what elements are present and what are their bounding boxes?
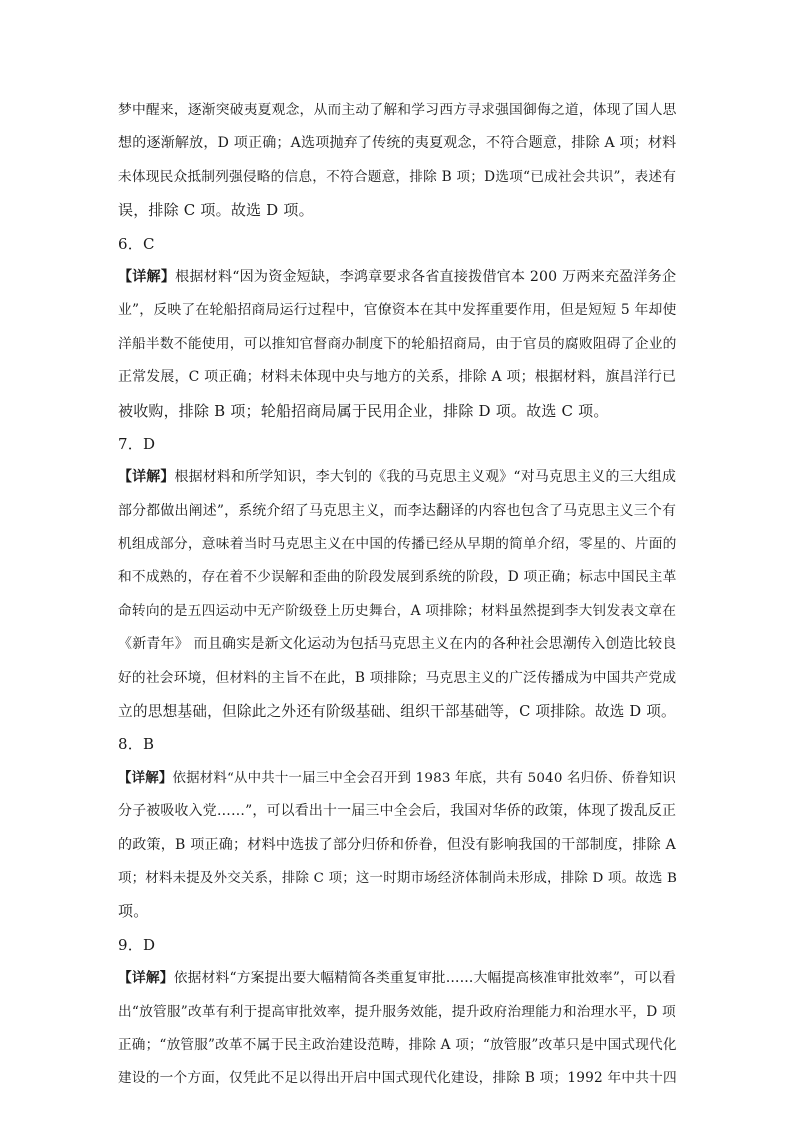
text-line: 想的逐渐解放，D 项正确；A选项抛弃了传统的夷夏观念，不符合题意，排除 A 项；材料 (118, 135, 677, 152)
answer-key: 7．D (118, 434, 156, 453)
text-line: 立的思想基础，但除此之外还有阶级基础、组织干部基础等，C 项排除。故选 D 项。 (118, 703, 676, 721)
text-line: 出“放管服”改革有利于提高审批效率，提升服务效能，提升政府治理能力和治理水平，D 项 (118, 1003, 676, 1020)
detail-text: 依据材料“从中共十一届三中全会召开到 1983 年底，共有 5040 名归侨、侨眷知识 (172, 770, 676, 786)
text-line: 未体现民众抵制列强侵略的信息，不符合题意，排除 B 项；D选项“已成社会共识”，表述有 (118, 168, 677, 185)
detail-label: 【详解】 (118, 970, 174, 987)
answer-key: 8．B (118, 735, 155, 754)
detail-label: 【详解】 (118, 469, 175, 486)
detail-text: 根据材料“因为资金短缺，李鸿章要求各省直接拨借官本 200 万两来充盈洋务企 (175, 268, 677, 285)
text-line: 建设的一个方面，仅凭此不足以得出开启中国式现代化建设，排除 B 项；1992 年中共十四 (118, 1070, 677, 1087)
text-line: 梦中醒来，逐渐突破夷夏观念，从而主动了解和学习西方寻求强国御侮之道，体现了国人思 (118, 102, 677, 118)
document-body (118, 94, 676, 1096)
detail-label: 【详解】 (118, 268, 176, 285)
text-line: 部分都做出阐述”，系统介绍了马克思主义，而李达翻译的内容也包含了马克思主义三个有 (118, 502, 677, 519)
text-line: 命转向的是五四运动中无产阶级登上历史舞台，A 项排除；材料虽然提到李大钊发表文章在 (118, 602, 677, 619)
answer-key: 6．C (118, 234, 155, 253)
detail-paragraph-start (118, 762, 676, 795)
text-line: 项。 (118, 902, 149, 921)
text-line: 好的社会环境，但材料的主旨不在此，B 项排除；马克思主义的广泛传播成为中国共产党成 (118, 669, 677, 686)
text-line: 《新青年》 而且确实是新文化运动为包括马克思主义在内的各种社会思潮传入创造比较良 (118, 636, 677, 653)
text-line: 正常发展，C 项正确；材料未体现中央与地方的关系，排除 A 项；根据材料，旗昌洋行已 (118, 369, 677, 386)
text-line: 机组成部分，意味着当时马克思主义在中国的传播已经从早期的简单介绍，零星的、片面的 (118, 536, 677, 553)
text-line: 正确；“放管服”改革不属于民主政治建设范畴，排除 A 项；“放管服”改革只是中国式现代化 (118, 1036, 677, 1053)
text-line: 业”，反映了在轮船招商局运行过程中，官僚资本在其中发挥重要作用，但是短短 5 年却使 (118, 302, 677, 319)
text-line: 项；材料未提及外交关系，排除 C 项；这一时期市场经济体制尚未形成，排除 D 项。故选 B (118, 870, 678, 886)
detail-paragraph-start (118, 962, 676, 995)
text-line: 误，排除 C 项。故选 D 项。 (118, 201, 314, 220)
detail-paragraph-start (118, 461, 676, 494)
answer-key: 9．D (118, 935, 156, 954)
detail-text: 根据材料和所学知识，李大钊的《我的马克思主义观》“对马克思主义的三大组成 (174, 469, 677, 486)
text-line: 分子被吸收入党……”，可以看出十一届三中全会后，我国对华侨的政策，体现了拨乱反正 (118, 803, 677, 820)
text-line: 的政策，B 项正确；材料中选拔了部分归侨和侨眷，但没有影响我国的干部制度，排除 A (118, 836, 676, 853)
text-line: 和不成熟的，存在着不少误解和歪曲的阶段发展到系统的阶段，D 项正确；标志中国民主革 (118, 569, 677, 586)
detail-text: 依据材料“方案提出要大幅精简各类重复审批……大幅提高核准审批效率”，可以看 (173, 970, 676, 987)
detail-label: 【详解】 (118, 769, 173, 786)
text-line: 洋船半数不能使用，可以推知官督商办制度下的轮船招商局，由于官员的腐败阻碍了企业的 (118, 335, 677, 352)
detail-paragraph-start (118, 261, 676, 294)
text-line: 被收购，排除 B 项；轮船招商局属于民用企业，排除 D 项。故选 C 项。 (118, 401, 609, 420)
